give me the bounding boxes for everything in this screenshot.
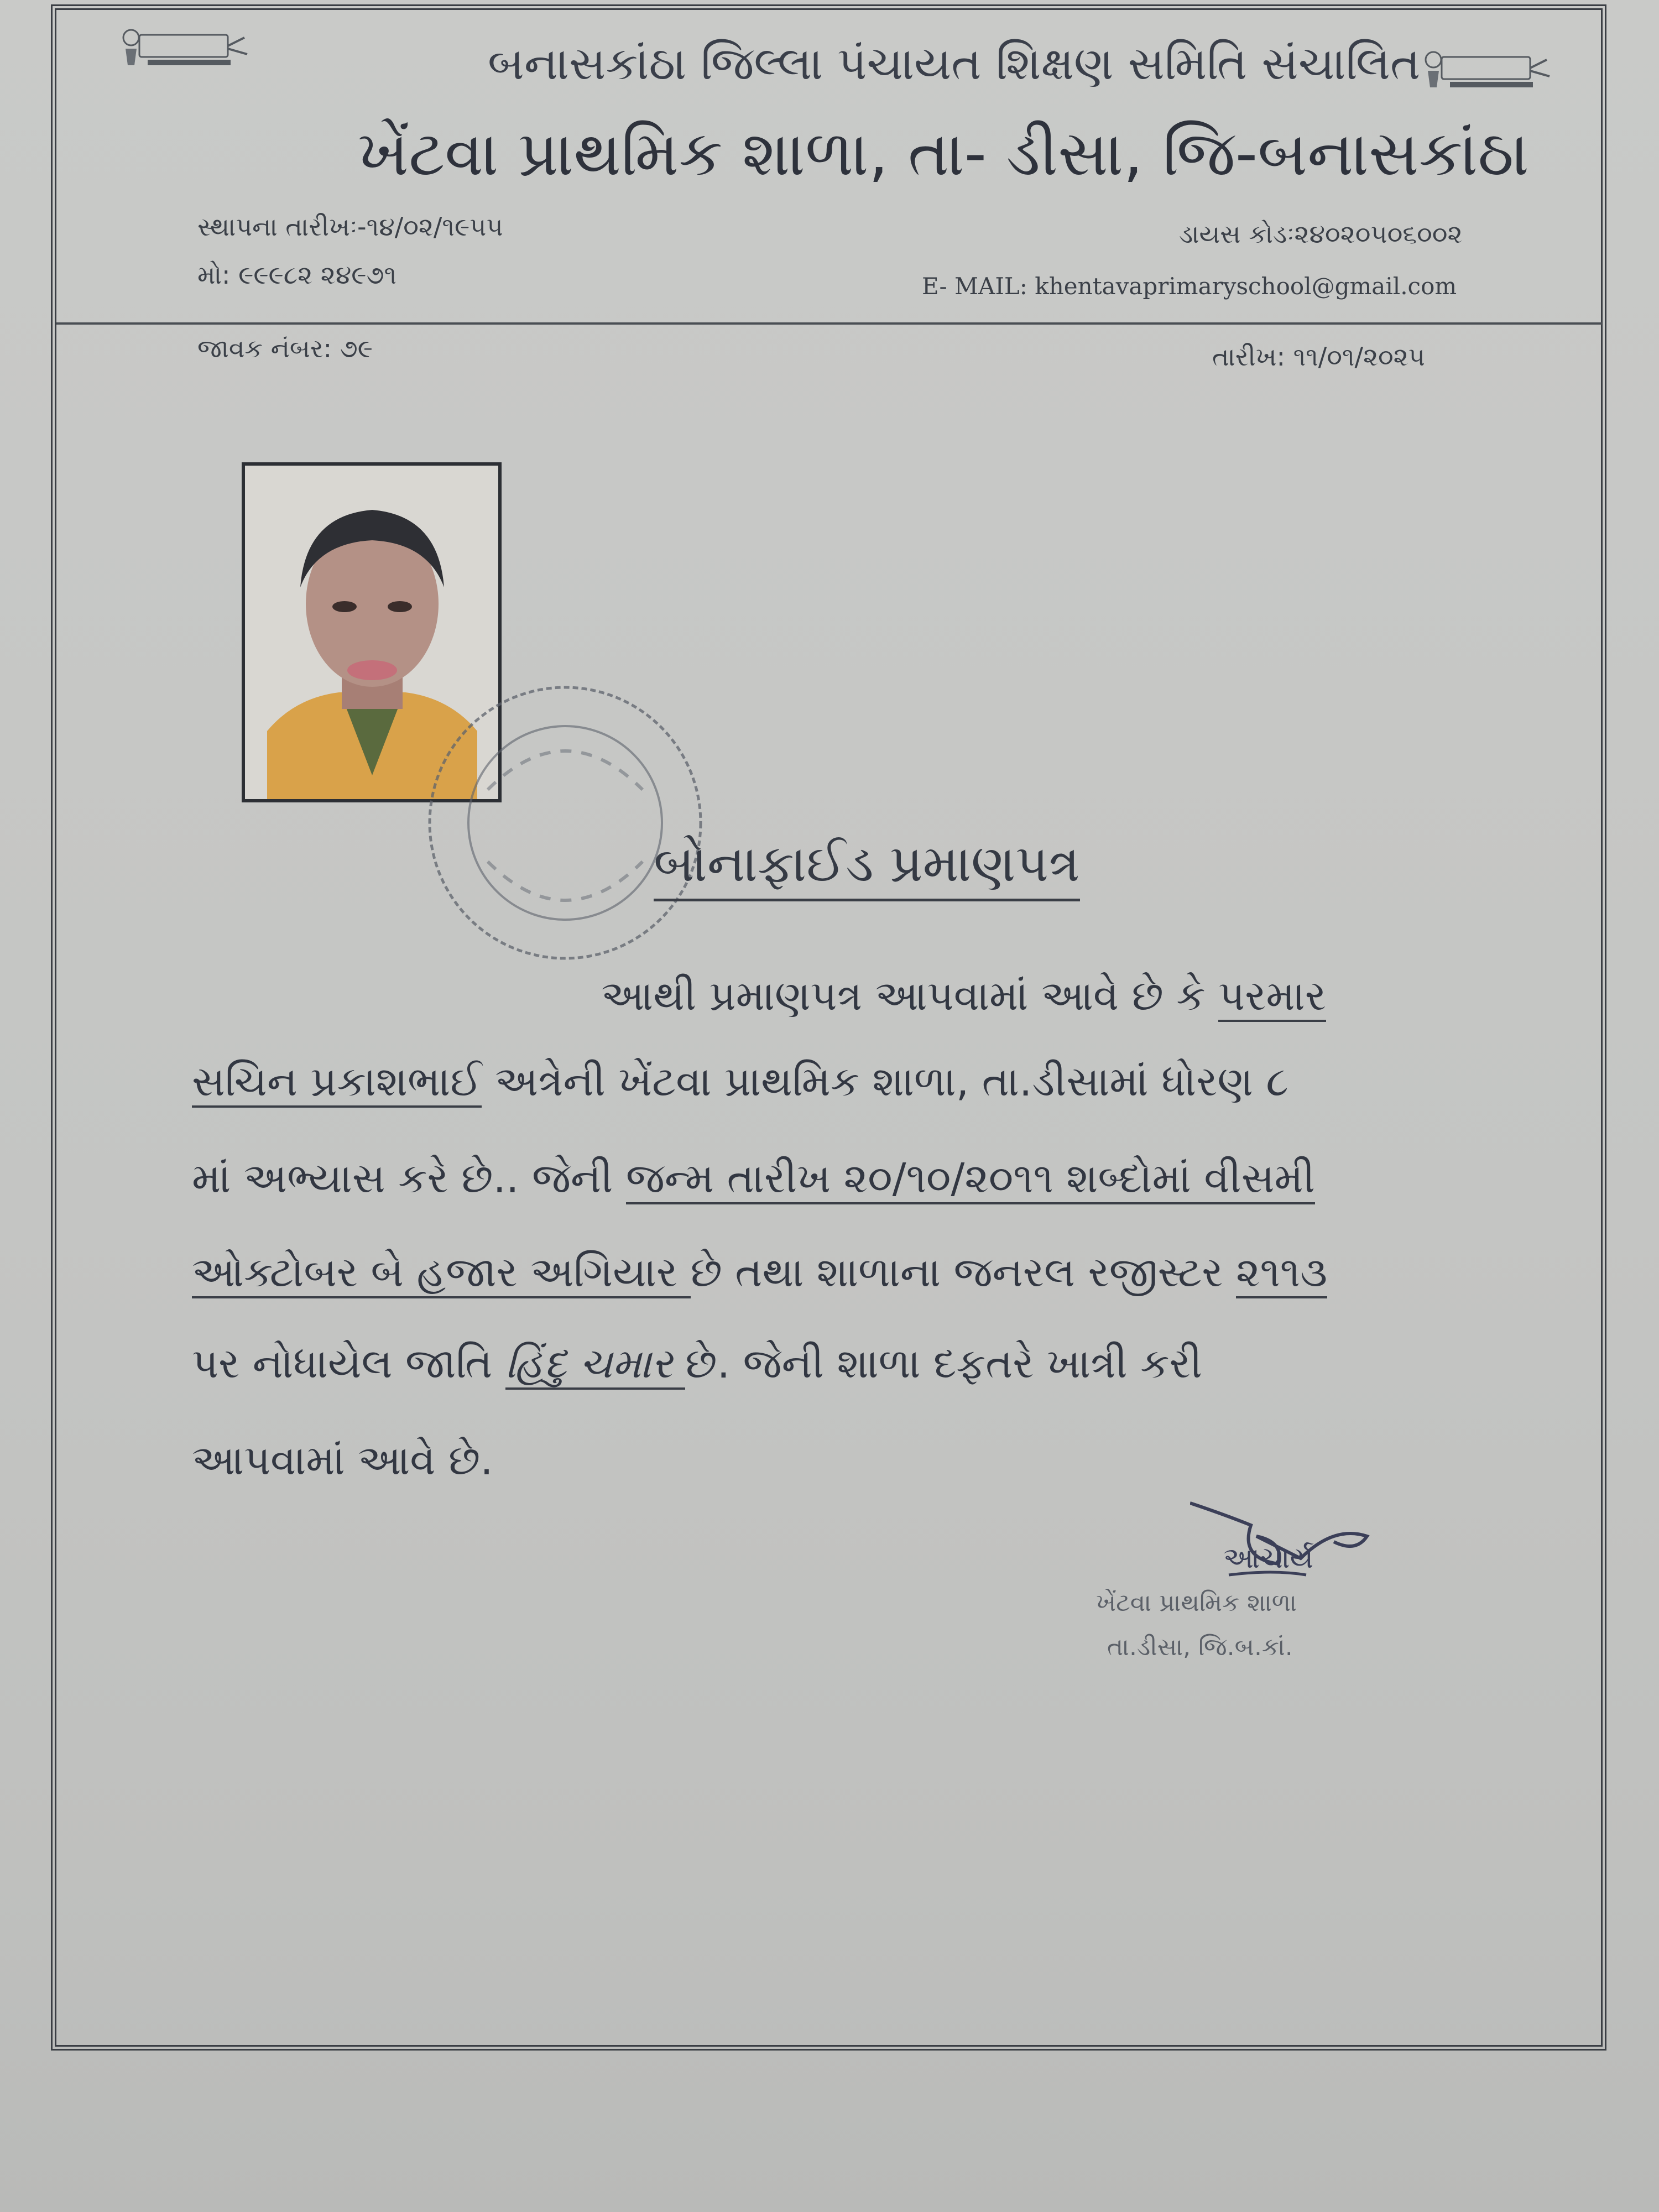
seal-taluka: તા.ડીસા, જિ.બ.કાં. [1107, 1633, 1293, 1661]
register-number: ૨૧૧૩ [1236, 1249, 1327, 1298]
outward-number: જાવક નંબર: ૭૯ [197, 333, 373, 363]
caste: હિંદુ ચમાર [505, 1340, 686, 1390]
birth-date: જન્મ તારીખ ૨૦/૧૦/૨૦૧૧ શબ્દોમાં વીસમી [626, 1155, 1315, 1204]
header-divider [56, 322, 1602, 325]
body-text: આથી પ્રમાણપત્ર આપવામાં આવે છે કે [601, 972, 1219, 1020]
student-name: સચિન પ્રકાશભાઈ [192, 1058, 482, 1108]
body-text: અત્રેની ખેંટવા પ્રાથમિક શાળા, તા.ડીસામાં ધોરણ ૮ [482, 1058, 1289, 1105]
certificate-page [51, 4, 1606, 2051]
body-text: છે તથા શાળાના જનરલ રજીસ્ટર [690, 1249, 1237, 1296]
student-surname: પરમાર [1218, 972, 1326, 1022]
email-address: E- MAIL: khentavaprimaryschool@gmail.com [922, 273, 1457, 300]
body-text: પર નોધાયેલ જાતિ [192, 1340, 505, 1387]
body-line-2 [192, 1058, 1288, 1106]
dise-code: ડાયસ કોડઃ૨૪૦૨૦૫૦૬૦૦૨ [1179, 219, 1463, 249]
school-name: ખેંટવા પ્રાથમિક શાળા, તા- ડીસા, જિ-બનાસકાંઠા [358, 118, 1529, 190]
body-line-5 [192, 1340, 1202, 1388]
header-governing-body: બનાસકાંઠા જિલ્લા પંચાયત શિક્ષણ સમિતિ સંચાલિત [488, 38, 1421, 90]
issue-date: તારીખ: ૧૧/૦૧/૨૦૨૫ [1212, 342, 1425, 372]
body-line-6: આપવામાં આવે છે. [192, 1437, 493, 1484]
body-line-1 [601, 972, 1326, 1020]
left-logo [114, 15, 258, 126]
shiksha-logo-icon [1417, 38, 1561, 109]
signatory-title: આચાર્ય [1223, 1542, 1314, 1575]
body-text: માં અભ્યાસ કરે છે.. જેની [192, 1155, 626, 1202]
shiksha-logo-icon [114, 15, 258, 76]
mobile-number: મો: ૯૯૯૮૨ ૨૪૯૭૧ [197, 260, 397, 290]
established-date: સ્થાપના તારીખઃ-૧૪/૦૨/૧૯૫૫ [197, 212, 503, 242]
body-line-4 [192, 1249, 1327, 1297]
seal-school-name: ખેંટવા પ્રાથમિક શાળા [1096, 1589, 1297, 1617]
body-line-3 [192, 1155, 1315, 1203]
certificate-title: બોનાફાઈડ પ્રમાણપત્ર [654, 834, 1080, 901]
body-text: છે. જેની શાળા દફતરે ખાત્રી કરી [685, 1340, 1202, 1387]
school-stamp-icon [421, 679, 709, 967]
birth-date-words: ઓક્ટોબર બે હજાર અગિયાર [192, 1249, 691, 1298]
